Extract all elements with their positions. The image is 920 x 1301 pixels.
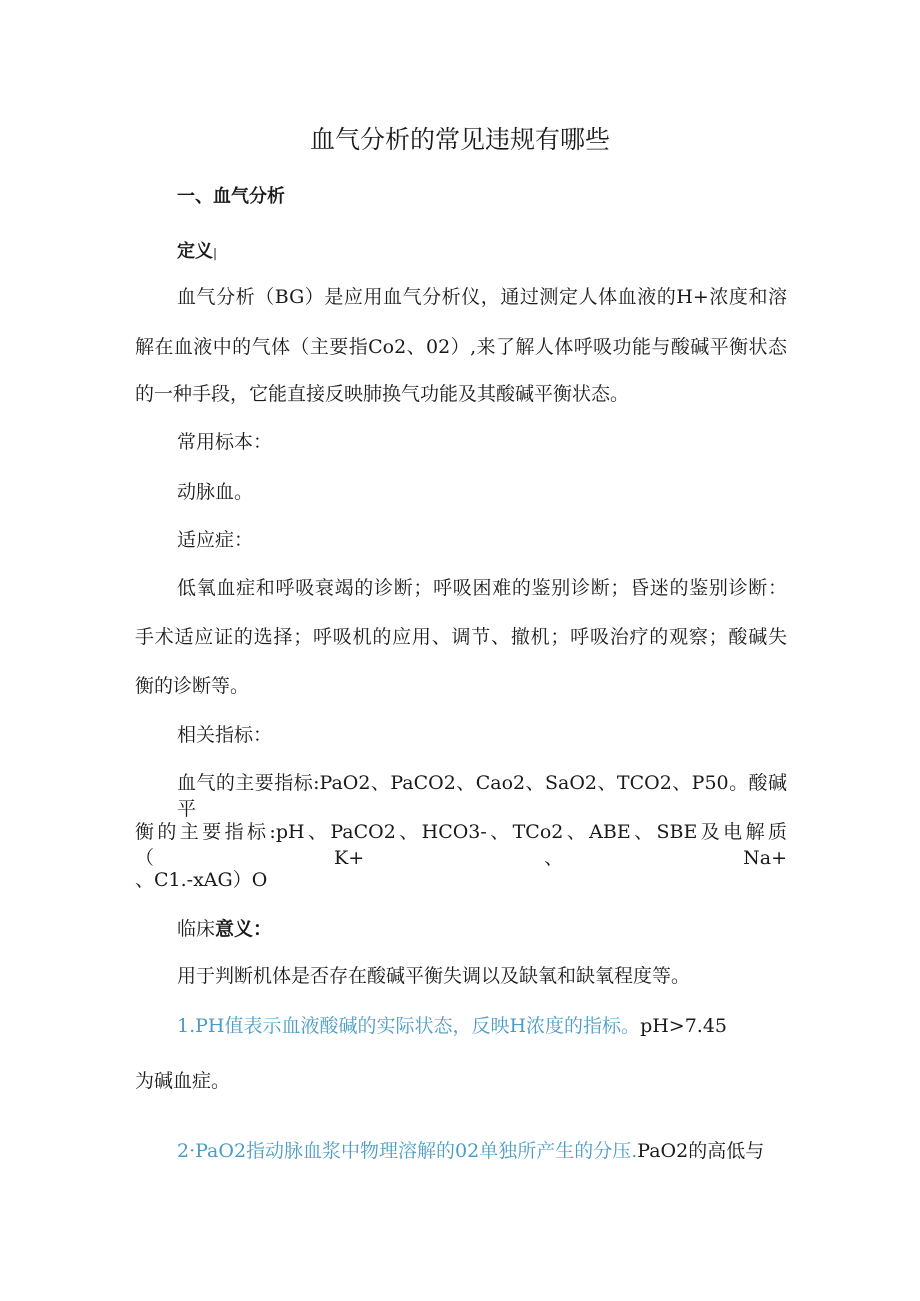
indication-label: 适应症： <box>177 529 254 551</box>
clinical-label-line <box>177 916 272 942</box>
item-2-line <box>177 1138 764 1164</box>
clinical-label-prefix: 临床 <box>177 918 216 940</box>
indicators-line-2: 衡的主要指标:pH、PaCO2、HCO3-、TCo2、ABE、SBE及电解质（K+、Na+ <box>135 821 787 869</box>
indicators-line-1: 血气的主要指标:PaO2、PaCO2、Cao2、SaO2、TCO2、P50。酸碱平 <box>177 772 787 820</box>
clinical-text: 用于判断机体是否存在酸碱平衡失调以及缺氧和缺氧程度等。 <box>177 965 691 987</box>
definition-line-2: 解在血液中的气体（主要指Co2、02）,来了解人体呼吸功能与酸碱平衡状态 <box>135 336 787 358</box>
indicators-line-3: 、C1.-xAG）O <box>135 869 268 891</box>
definition-line-3: 的一种手段，它能直接反映肺换气功能及其酸碱平衡状态。 <box>135 383 630 405</box>
indication-line-1: 低氧血症和呼吸衰竭的诊断；呼吸困难的鉴别诊断；昏迷的鉴别诊断： <box>177 577 787 599</box>
indication-line-3: 衡的诊断等。 <box>135 675 250 697</box>
definition-label: 定义 <box>177 241 213 262</box>
item-1-blue: 1.PH值表示血液酸碱的实际状态，反映H浓度的指标。 <box>177 1015 641 1037</box>
item-1-black: pH>7.45 <box>640 1015 728 1037</box>
definition-label-line <box>177 238 217 266</box>
page-title: 血气分析的常见违规有哪些 <box>309 125 610 154</box>
indication-line-2: 手术适应证的选择；呼吸机的应用、调节、撤机；呼吸治疗的观察；酸碱失 <box>135 626 787 648</box>
clinical-label-bold: 意义： <box>215 918 273 940</box>
definition-mark: | <box>213 246 218 260</box>
section-heading: 一、血气分析 <box>177 186 285 207</box>
item-2-blue: 2·PaO2指动脉血浆中物理溶解的02单独所产生的分压. <box>177 1140 638 1162</box>
indicators-label: 相关指标： <box>177 724 273 746</box>
item-2-black: PaO2的高低与 <box>637 1140 765 1162</box>
specimen-label: 常用标本： <box>177 431 273 453</box>
specimen-value: 动脉血。 <box>177 481 254 503</box>
item-1-continuation: 为碱血症。 <box>135 1070 231 1092</box>
definition-line-1: 血气分析（BG）是应用血气分析仪，通过测定人体血液的H+浓度和溶 <box>177 286 787 308</box>
item-1-line <box>177 1013 727 1039</box>
